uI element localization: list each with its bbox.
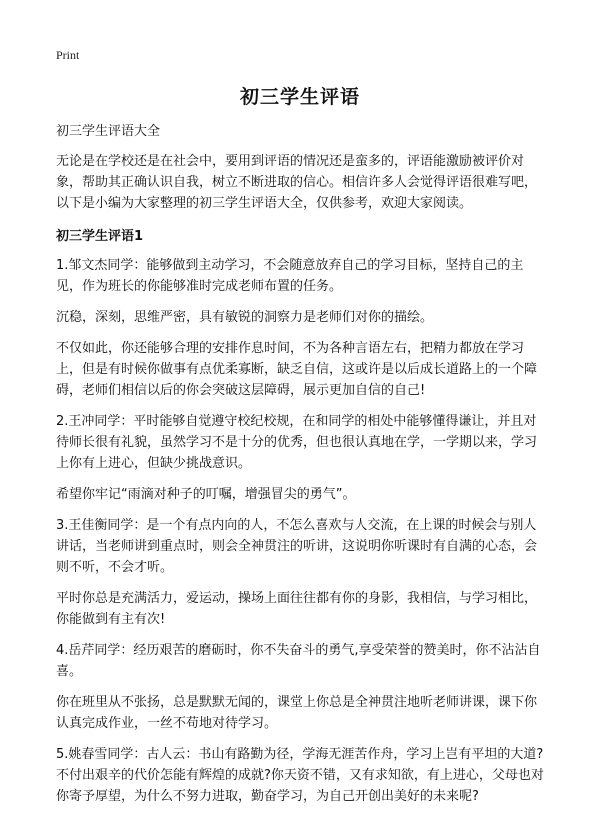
- document-body: [56, 121, 546, 817]
- paragraph: 沉稳，深刻，思维严密，具有敏锐的洞察力是老师们对你的描绘。: [56, 310, 434, 325]
- paragraph: 不仅如此，你还能够合理的安排作息时间，不为各种言语左右，把精力都放在学习上，但是有时候你做事有点优柔寡断，缺乏自信，这或许是以后成长道路上的一个障碍，老师们相信以后的你会突破这层障碍，展示更加自信的自己!: [56, 341, 538, 398]
- paragraph: 希望你牢记“雨滴对种子的叮嘱，增强冒尖的勇气”。: [56, 487, 356, 502]
- page-title: 初三学生评语: [239, 86, 360, 108]
- paragraph: 你在班里从不张扬，总是默默无闻的，课堂上你总是全神贯注地听老师讲课，课下你认真完成作业，一丝不苟地对待学习。: [56, 695, 538, 731]
- paragraph: 2.王冲同学：平时能够自觉遵守校纪校规，在和同学的相处中能够懂得谦让，并且对待师长很有礼貌，虽然学习不是十分的优秀，但也很认真地在学，一学期以来，学习上你有上进心，但缺少挑战意识。: [56, 414, 538, 471]
- paragraph: 4.岳芹同学：经历艰苦的磨砺时，你不失奋斗的勇气,享受荣誉的赞美时，你不沾沾自喜。: [56, 643, 541, 679]
- subtitle: 初三学生评语大全: [56, 124, 161, 139]
- paragraph: 1.邹文杰同学：能够做到主动学习，不会随意放弃自己的学习目标，坚持自己的主见，作为班长的你能够准时完成老师布置的任务。: [56, 258, 524, 294]
- paragraph: 3.王佳衡同学：是一个有点内向的人，不怎么喜欢与人交流，在上课的时候会与别人讲话，当老师讲到重点时，则会全神贯注的听讲，这说明你听课时有自满的心态，会则不听，不会才听。: [56, 518, 538, 575]
- paragraph: 5.姚春雪同学：古人云：书山有路勤为径，学海无涯苦作舟，学习上岂有平坦的大道?不付出艰辛的代价怎能有辉煌的成就?你天资不错，又有求知欲，有上进心，父母也对你寄予厚望，为什么不努力进取，勤奋学习，为自己开创出美好的未来呢?: [56, 747, 544, 804]
- intro-paragraph: 无论是在学校还是在社会中，要用到评语的情况还是蛮多的，评语能激励被评价对象，帮助其正确认识自我，树立不断进取的信心。相信许多人会觉得评语很难写吧，以下是小编为大家整理的初三学生评语大全，仅供参考，欢迎大家阅读。: [56, 154, 538, 211]
- paragraph: 平时你总是充满活力，爱运动，操场上面往往都有你的身影，我相信，与学习相比，你能做到有主有次!: [56, 591, 538, 627]
- print-link[interactable]: Print: [56, 48, 80, 62]
- section-heading: 初三学生评语1: [56, 229, 144, 244]
